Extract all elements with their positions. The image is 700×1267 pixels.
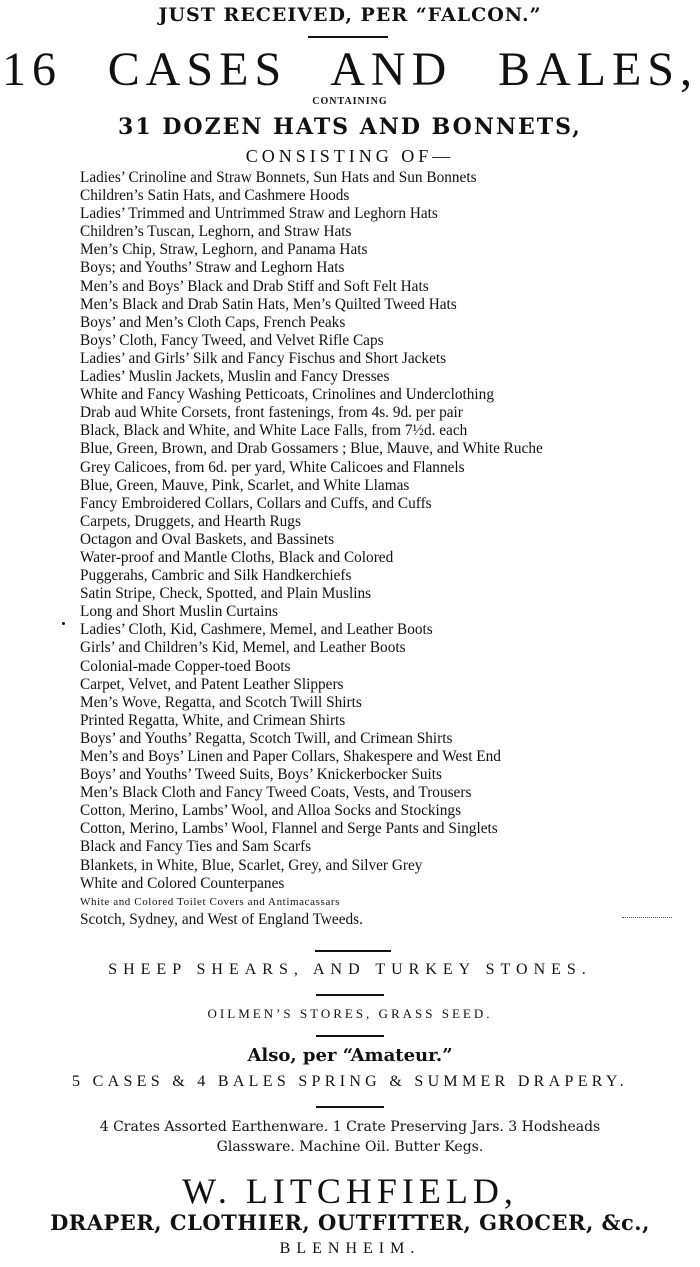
list-item: Blue, Green, Brown, and Drab Gossamers ; Blue, Mauve, and White Ruche — [80, 440, 543, 458]
list-item: Blankets, in White, Blue, Scarlet, Grey, and Silver Grey — [80, 856, 423, 874]
list-item: White and Colored Counterpanes — [80, 874, 285, 892]
divider-rule — [315, 950, 391, 952]
also-per-amateur: Also, per “Amateur.” — [247, 1045, 453, 1066]
sheep-shears-line: SHEEP SHEARS, AND TURKEY STONES. — [108, 961, 592, 978]
quantity-heading: 31 DOZEN HATS AND BONNETS, — [118, 114, 582, 140]
oilmen-stores-line: OILMEN’S STORES, GRASS SEED. — [207, 1006, 493, 1021]
list-item: Scotch, Sydney, and West of England Tweeds. — [80, 910, 363, 928]
list-item: Men’s Wove, Regatta, and Scotch Twill Shirts — [80, 693, 362, 711]
merchant-name: W. LITCHFIELD, — [182, 1171, 518, 1211]
merchant-town: BLENHEIM. — [279, 1240, 421, 1257]
list-item: Satin Stripe, Check, Spotted, and Plain Muslins — [80, 585, 372, 603]
divider-rule — [316, 994, 384, 996]
list-item: Long and Short Muslin Curtains — [80, 603, 279, 621]
list-item: Boys’ Cloth, Fancy Tweed, and Velvet Rifle Caps — [80, 331, 384, 349]
list-item: Grey Calicoes, from 6d. per yard, White Calicoes and Flannels — [80, 458, 465, 476]
stray-ink-mark — [62, 622, 65, 625]
crates-line: 4 Crates Assorted Earthenware. 1 Crate Preserving Jars. 3 Hodsheads — [99, 1119, 601, 1135]
glassware-line: Glassware. Machine Oil. Butter Kegs. — [216, 1139, 484, 1155]
divider-rule — [316, 1035, 384, 1037]
consisting-label: CONSISTING OF— — [245, 146, 455, 166]
list-item: Children’s Tuscan, Leghorn, and Straw Hats — [80, 223, 352, 241]
merchant-trades: DRAPER, CLOTHIER, OUTFITTER, GROCER, &c., — [50, 1210, 650, 1235]
list-item: Black, Black and White, and White Lace Falls, from 7½d. each — [80, 422, 468, 440]
list-item: Ladies’ Trimmed and Untrimmed Straw and Leghorn Hats — [80, 205, 438, 223]
list-item: Girls’ and Children’s Kid, Memel, and Leather Boots — [80, 639, 406, 657]
list-item: Drab aud White Corsets, front fastenings, from 4s. 9d. per pair — [80, 404, 463, 422]
list-item: Boys’ and Youths’ Tweed Suits, Boys’ Knickerbocker Suits — [80, 766, 442, 784]
list-item: Fancy Embroidered Collars, Collars and Cuffs, and Cuffs — [80, 494, 432, 512]
headline — [2, 44, 698, 96]
list-item: Men’s and Boys’ Linen and Paper Collars, Shakespere and West End — [80, 748, 501, 765]
list-item: Cotton, Merino, Lambs’ Wool, Flannel and Serge Pants and Singlets — [80, 820, 498, 838]
list-item: Carpets, Druggets, and Hearth Rugs — [80, 512, 301, 530]
list-item: Ladies’ and Girls’ Silk and Fancy Fischus and Short Jackets — [80, 349, 447, 367]
arrival-heading: JUST RECEIVED, PER “FALCON.” — [158, 4, 542, 26]
item-list — [80, 169, 695, 929]
headline-text: 16 CASES AND BALES, — [2, 43, 698, 96]
list-item: Water-proof and Mantle Cloths, Black and Colored — [80, 548, 394, 566]
list-item: Men’s and Boys’ Black and Drab Stiff and Soft Felt Hats — [80, 277, 429, 295]
dotted-leader — [622, 917, 672, 918]
drapery-line: 5 CASES & 4 BALES SPRING & SUMMER DRAPERY. — [72, 1073, 628, 1090]
list-item: Blue, Green, Mauve, Pink, Scarlet, and White Llamas — [80, 476, 410, 494]
list-item: Men’s Chip, Straw, Leghorn, and Panama Hats — [80, 241, 368, 259]
list-item: Ladies’ Crinoline and Straw Bonnets, Sun Hats and Sun Bonnets — [80, 169, 477, 186]
divider-rule — [316, 1106, 384, 1108]
list-item: Ladies’ Cloth, Kid, Cashmere, Memel, and Leather Boots — [80, 621, 433, 639]
list-item: Cotton, Merino, Lambs’ Wool, and Alloa Socks and Stockings — [80, 802, 462, 820]
list-item: Boys’ and Men’s Cloth Caps, French Peaks — [80, 313, 346, 331]
list-item: Black and Fancy Ties and Sam Scarfs — [80, 838, 312, 856]
list-item: Children’s Satin Hats, and Cashmere Hoods — [80, 187, 350, 205]
list-item: Octagon and Oval Baskets, and Bassinets — [80, 530, 335, 548]
containing-label: CONTAINING — [312, 96, 388, 107]
list-item: White and Colored Toilet Covers and Antimacassars — [80, 895, 340, 908]
list-item: Carpet, Velvet, and Patent Leather Slippers — [80, 675, 344, 693]
list-item: Ladies’ Muslin Jackets, Muslin and Fancy Dresses — [80, 368, 390, 386]
list-item: Boys; and Youths’ Straw and Leghorn Hats — [80, 259, 345, 277]
list-item: Men’s Black and Drab Satin Hats, Men’s Quilted Tweed Hats — [80, 295, 457, 313]
list-item: Printed Regatta, White, and Crimean Shirts — [80, 711, 346, 729]
list-item: Puggerahs, Cambric and Silk Handkerchiefs — [80, 567, 352, 585]
list-item: Colonial-made Copper-toed Boots — [80, 657, 291, 675]
list-item: Boys’ and Youths’ Regatta, Scotch Twill, and Crimean Shirts — [80, 729, 453, 747]
list-item: White and Fancy Washing Petticoats, Crinolines and Underclothing — [80, 386, 494, 404]
list-item: Men’s Black Cloth and Fancy Tweed Coats, Vests, and Trousers — [80, 784, 472, 802]
divider-rule — [308, 36, 388, 38]
